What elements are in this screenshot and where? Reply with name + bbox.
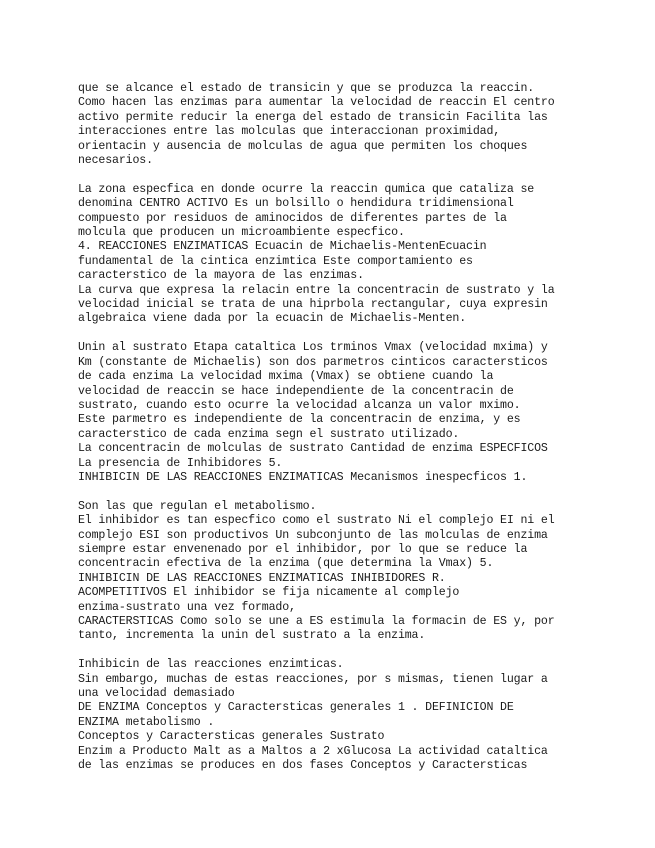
text-line: una velocidad demasiado — [78, 687, 235, 700]
text-line: Este parmetro es independiente de la concentracin de enzima, y es — [78, 413, 521, 427]
text-line: velocidad de reaccin se hace independiente de la concentracin de — [78, 384, 514, 398]
text-line: de cada enzima La velocidad mxima (Vmax) se obtiene cuando la — [78, 370, 494, 384]
text-line: La concentracin de molculas de sustrato Cantidad de enzima ESPECFICOS — [78, 442, 548, 456]
text-line: Sin embargo, muchas de estas reacciones, por s mismas, tienen lugar a — [78, 672, 548, 686]
paragraph — [78, 183, 578, 327]
text-line: enzima-sustrato una vez formado, — [78, 600, 296, 614]
text-line: DE ENZIMA Conceptos y Caractersticas generales 1 . DEFINICION DE — [78, 701, 514, 715]
document-page — [78, 82, 578, 773]
text-line: CARACTERSTICAS Como solo se une a ES estimula la formacin de ES y, por — [78, 614, 555, 628]
text-line: de las enzimas se produces en dos fases Conceptos y Caractersticas — [78, 759, 528, 773]
text-line: siempre estar envenenado por el inhibidor, por lo que se reduce la — [78, 542, 528, 556]
text-line: complejo ESI son productivos Un subconjunto de las molculas de enzima — [78, 528, 548, 542]
text-line: activo permite reducir la energa del estado de transicin Facilita las — [78, 110, 548, 124]
text-line: Unin al sustrato Etapa cataltica Los trminos Vmax (velocidad mxima) y — [78, 341, 548, 355]
text-line: sustrato, cuando esto ocurre la velocidad alcanza un valor mximo. — [78, 398, 521, 412]
text-line: Conceptos y Caractersticas generales Sustrato — [78, 730, 385, 744]
text-line: tanto, incrementa la unin del sustrato a la enzima. — [78, 629, 426, 643]
text-line: Km (constante de Michaelis) son dos parmetros cinticos caractersticos — [78, 355, 548, 369]
text-line: que se alcance el estado de transicin y que se produzca la reaccin. — [78, 82, 535, 95]
text-line: algebraica viene dada por la ecuacin de Michaelis-Menten. — [78, 312, 467, 326]
text-line: molcula que producen un microambiente especfico. — [78, 226, 405, 240]
text-line: 4. REACCIONES ENZIMATICAS Ecuacin de Michaelis-MentenEcuacin — [78, 240, 487, 254]
text-line: orientacin y ausencia de molculas de agua que permiten los choques — [78, 139, 528, 153]
text-line: fundamental de la cintica enzimtica Este comportamiento es — [78, 254, 473, 268]
paragraph — [78, 82, 578, 168]
text-line: La zona especfica en donde ocurre la reaccin qumica que cataliza se — [78, 182, 535, 196]
text-line: INHIBICIN DE LAS REACCIONES ENZIMATICAS Mecanismos inespecficos 1. — [78, 470, 528, 484]
text-line: caracterstico de la mayora de las enzimas. — [78, 269, 364, 283]
text-line: INHIBICIN DE LAS REACCIONES ENZIMATICAS INHIBIDORES R. — [78, 571, 446, 585]
paragraph — [78, 341, 578, 485]
text-line: Inhibicin de las reacciones enzimticas. — [78, 658, 344, 672]
text-line: compuesto por residuos de aminocidos de diferentes partes de la — [78, 211, 507, 225]
text-line: Como hacen las enzimas para aumentar la velocidad de reaccin El centro — [78, 96, 555, 110]
text-line: La curva que expresa la relacin entre la concentracin de sustrato y la — [78, 283, 555, 297]
text-line: La presencia de Inhibidores 5. — [78, 456, 283, 470]
text-line: necesarios. — [78, 154, 153, 168]
text-line: ACOMPETITIVOS El inhibidor se fija nicamente al complejo — [78, 586, 460, 600]
text-line: velocidad inicial se trata de una hiprbola rectangular, cuya expresin — [78, 298, 548, 312]
paragraph — [78, 500, 578, 644]
text-line: denomina CENTRO ACTIVO Es un bolsillo o hendidura tridimensional — [78, 197, 514, 211]
text-line: Enzim a Producto Malt as a Maltos a 2 xGlucosa La actividad cataltica — [78, 744, 548, 758]
text-line: El inhibidor es tan especfico como el sustrato Ni el complejo EI ni el — [78, 514, 555, 528]
paragraph — [78, 658, 578, 773]
text-line: ENZIMA metabolismo . — [78, 715, 215, 729]
text-line: concentracin efectiva de la enzima (que determina la Vmax) 5. — [78, 557, 494, 571]
text-line: caracterstico de cada enzima segn el sustrato utilizado. — [78, 427, 460, 441]
text-line: Son las que regulan el metabolismo. — [78, 499, 317, 513]
text-line: interacciones entre las molculas que interaccionan proximidad, — [78, 125, 501, 139]
